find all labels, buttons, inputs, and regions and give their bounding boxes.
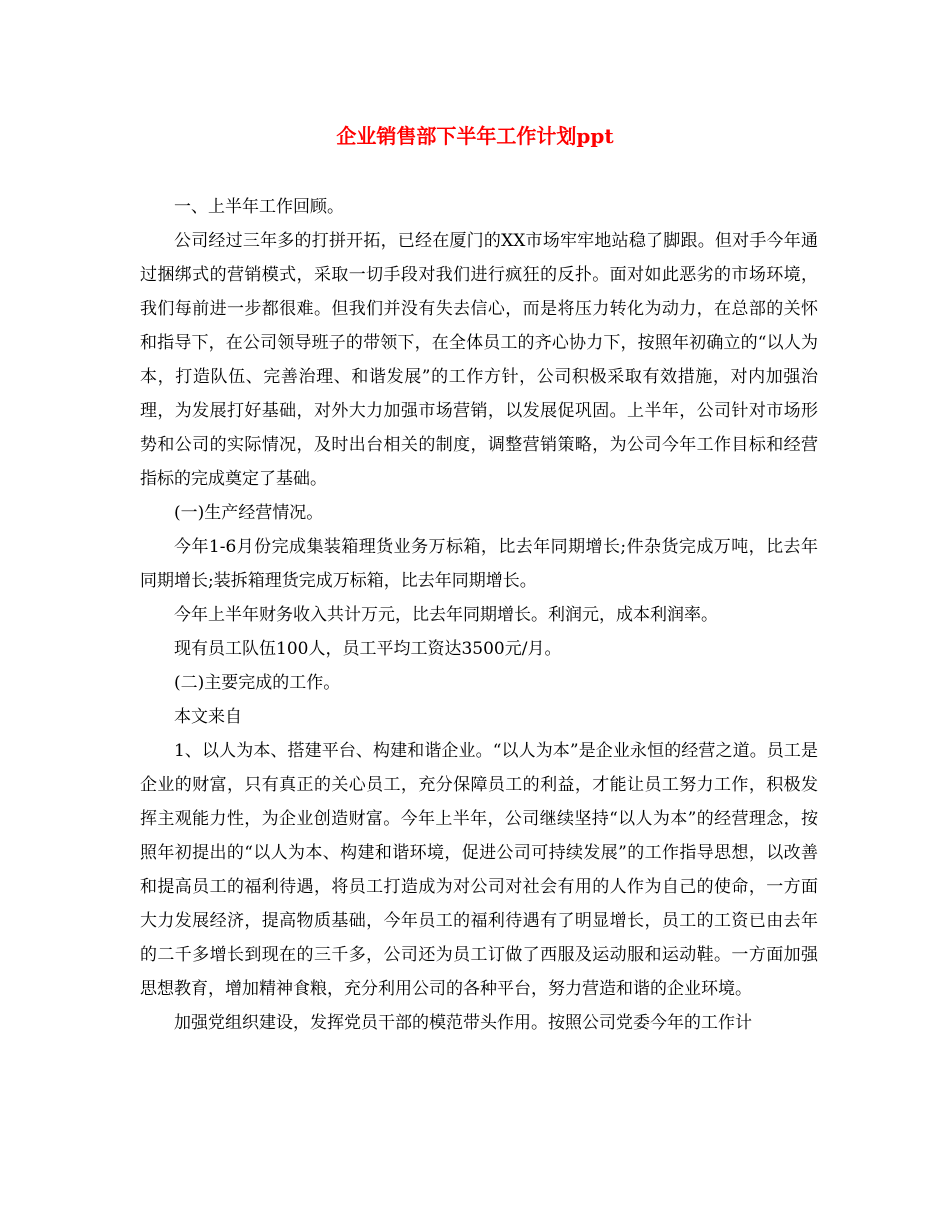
subheading-production: (一)生产经营情况。 [174, 503, 324, 523]
paragraph-production-stats: 今年1-6月份完成集装箱理货业务万标箱，比去年同期增长;件杂货完成万吨，比去年同期增长;装拆箱理货完成万标箱，比去年同期增长。 [140, 537, 818, 591]
paragraph-source-note: 本文来自 [174, 707, 242, 727]
paragraph-finance: 今年上半年财务收入共计万元，比去年同期增长。利润元，成本利润率。 [174, 605, 718, 625]
paragraph-people-oriented: 1、以人为本、搭建平台、构建和谐企业。“以人为本”是企业永恒的经营之道。员工是企业的财富，只有真正的关心员工，充分保障员工的利益，才能让员工努力工作，积极发挥主观能力性，为企业创造财富。今年上半年，公司继续坚持“以人为本”的经营理念，按照年初提出的“以人为本、构建和谐环境，促进公司可持续发展”的工作指导思想，以改善和提高员工的福利待遇，将员工打造成为对公司对社会有用的人作为自己的使命，一方面大力发展经济，提高物质基础，今年员工的福利待遇有了明显增长，员工的工资已由去年的二千多增长到现在的三千多，公司还为员工订做了西服及运动服和运动鞋。一方面加强思想教育，增加精神食粮，充分利用公司的各种平台，努力营造和谐的企业环境。 [140, 741, 818, 999]
paragraph-party-building: 加强党组织建设，发挥党员干部的模范带头作用。按照公司党委今年的工作计 [174, 1013, 752, 1033]
paragraph-staff: 现有员工队伍100人，员工平均工资达3500元/月。 [174, 639, 562, 659]
section-heading-review: 一、上半年工作回顾。 [174, 197, 344, 217]
document-title: 企业销售部下半年工作计划ppt [336, 124, 614, 148]
paragraph-market-overview: 公司经过三年多的打拼开拓，已经在厦门的XX市场牢牢地站稳了脚跟。但对手今年通过捆绑式的营销模式，采取一切手段对我们进行疯狂的反扑。面对如此恶劣的市场环境，我们每前进一步都很难。但我们并没有失去信心，而是将压力转化为动力，在总部的关怀和指导下，在公司领导班子的带领下，在全体员工的齐心协力下，按照年初确立的“以人为本，打造队伍、完善治理、和谐发展”的工作方针，公司积极采取有效措施，对内加强治理，为发展打好基础，对外大力加强市场营销，以发展促巩固。上半年，公司针对市场形势和公司的实际情况，及时出台相关的制度，调整营销策略，为公司今年工作目标和经营指标的完成奠定了基础。 [140, 231, 818, 489]
document-body [140, 190, 818, 1040]
subheading-main-work: (二)主要完成的工作。 [174, 673, 341, 693]
